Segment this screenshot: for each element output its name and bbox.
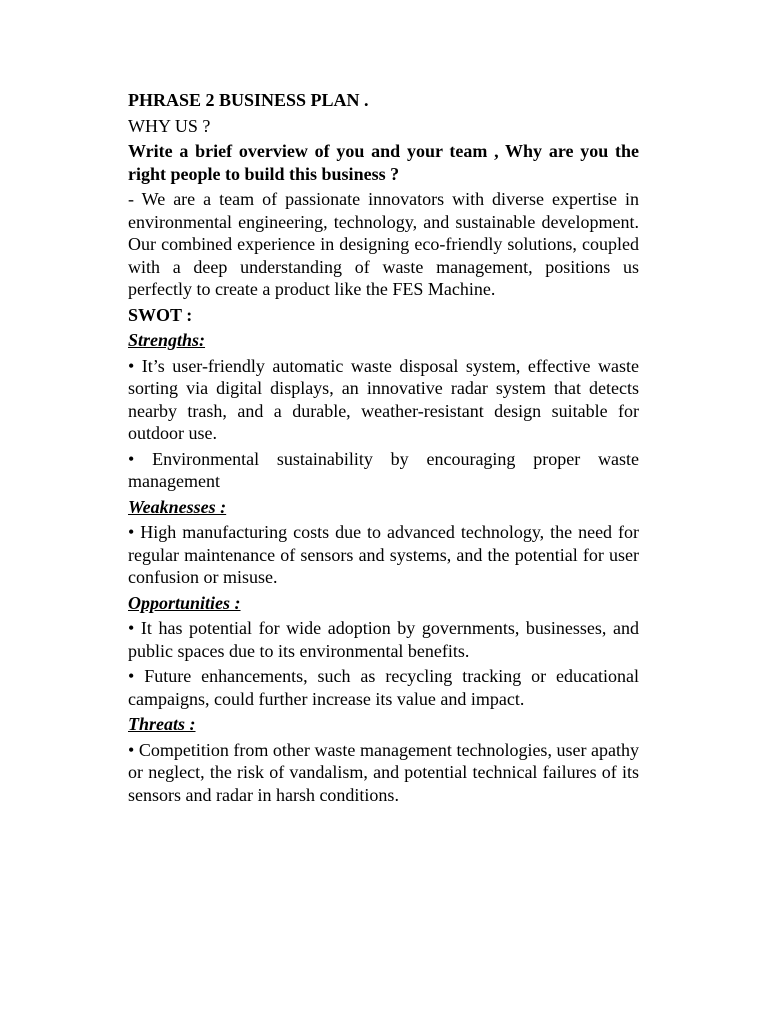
prompt-question: Write a brief overview of you and your team , Why are you the right people to build this business ?: [128, 141, 639, 184]
list-item: • Competition from other waste management technologies, user apathy or neglect, the risk of vandalism, and potential technical failures of its sensors and radar in harsh conditions.: [128, 739, 639, 805]
strengths-heading: Strengths:: [128, 330, 206, 350]
threats-section: [128, 713, 639, 806]
list-item: • It has potential for wide adoption by governments, businesses, and public spaces due to its environmental benefits.: [128, 618, 639, 661]
team-overview: - We are a team of passionate innovators with diverse expertise in environmental engineering, technology, and sustainable development. Our combined experience in designing eco-friendly solutions, coupled with a deep understanding of waste management, positions us perfectly to create a product like the FES Machine.: [128, 189, 639, 299]
swot-heading: SWOT :: [128, 304, 193, 325]
weaknesses-section: [128, 496, 639, 589]
strengths-section: [128, 329, 639, 493]
threats-heading: Threats :: [128, 714, 196, 734]
list-item: • It’s user-friendly automatic waste disposal system, effective waste sorting via digital displays, an innovative radar system that detects nearby trash, and a durable, weather-resistant design suitable for outdoor use.: [128, 355, 639, 443]
document-title: PHRASE 2 BUSINESS PLAN .: [128, 90, 369, 110]
opportunities-section: [128, 592, 639, 711]
list-item: • High manufacturing costs due to advanced technology, the need for regular maintenance of sensors and systems, and the potential for user confusion or misuse.: [128, 522, 639, 587]
document-page: [128, 89, 639, 809]
list-item: • Future enhancements, such as recycling tracking or educational campaigns, could further increase its value and impact.: [128, 666, 639, 709]
list-item: • Environmental sustainability by encouraging proper waste management: [128, 448, 639, 491]
opportunities-heading: Opportunities :: [128, 592, 241, 613]
document-subtitle: WHY US ?: [128, 115, 211, 136]
weaknesses-heading: Weaknesses :: [128, 496, 227, 517]
